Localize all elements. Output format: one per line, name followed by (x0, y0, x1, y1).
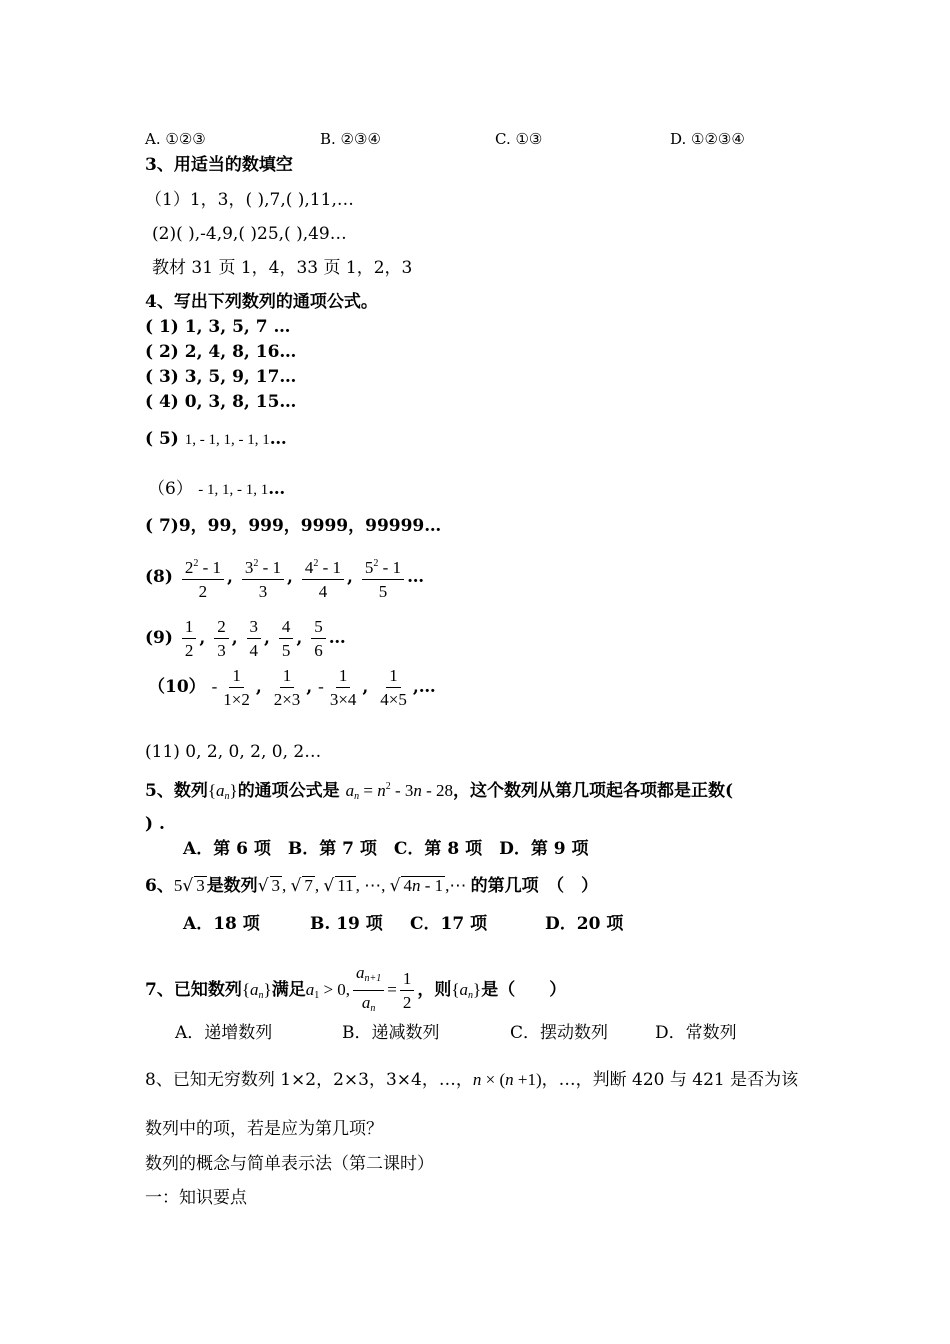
q5-options: A．第 6 项 B．第 7 项 C．第 8 项 D．第 9 项 (183, 839, 589, 859)
q6-prefix: 6、 (145, 876, 174, 896)
option-a: A. ①②③ (145, 130, 206, 148)
q4-item8-label: (8) (145, 567, 173, 587)
q3-line2: (2)( ),-4,9,( )25,( ),49… (152, 224, 347, 244)
q4-item10: （10） - $\frac{1}{1\times 2}$ , $\frac{1}{2\times 3}$ , - $\frac{1}{3\times 4}$ , $\frac{1}{4\times 5}$ ,… (148, 666, 436, 709)
section-subtitle: 一：知识要点 (145, 1188, 247, 1208)
q7-option-a: A．递增数列 (175, 1023, 273, 1043)
fraction: $\frac{5^2 - 1}{5}$ (362, 553, 404, 602)
fraction: $\frac{2^2 - 1}{2}$ (182, 553, 224, 602)
q4-item2: ( 2) 2, 4, 8, 16… (145, 342, 297, 362)
q7-mid: 满足 (271, 980, 306, 1000)
q7-suffix: 是（ ） (481, 980, 567, 1000)
q7-prefix: 7、已知数列 (145, 980, 242, 1000)
q4-item9-tail: … (328, 628, 346, 648)
fraction: $\frac{3}{4}$ (247, 616, 262, 661)
q4-item6-seq: - 1, 1, - 1, 1 (198, 482, 269, 498)
section-title: 数列的概念与简单表示法（第二课时） (145, 1154, 434, 1174)
q5-line2: ) . (145, 814, 165, 834)
q4-item8-tail: … (407, 567, 425, 587)
q7-option-c: C．摆动数列 (510, 1023, 609, 1043)
q3-line3: 教材 31 页 1，4，33 页 1，2，3 (152, 258, 413, 278)
q6-suffix: 的第几项 （ ） (470, 876, 599, 896)
fraction: $\frac{5}{6}$ (311, 616, 326, 661)
option-d: D. ①②③④ (670, 130, 745, 148)
fraction: $\frac{2}{3}$ (214, 616, 229, 661)
q4-item11: (11) 0, 2, 0, 2, 0, 2… (145, 742, 322, 762)
q4-item6-tail: … (268, 479, 286, 499)
q4-item5 (145, 428, 287, 451)
q8-line1: 8、已知无穷数列 1×2，2×3，3×4，…，n × (n +1)，…，判断 420 与 421 是否为该 (145, 1070, 799, 1090)
q4-item3: ( 3) 3, 5, 9, 17… (145, 367, 297, 387)
q3-title: 3、用适当的数填空 (145, 155, 293, 175)
fraction: $\frac{3^2 - 1}{3}$ (242, 553, 284, 602)
q8-prefix: 8、已知无穷数列 1×2，2×3，3×4，…， (145, 1070, 473, 1090)
q6-line: 6、5√ 3 是数列√ 3 , √ 7 , √ 11 , ⋯, √ 4n - 1 ,⋯ 的第几项 （ ） (145, 876, 599, 896)
q4-item6-label: （6） (148, 479, 193, 499)
q3-line1: （1）1，3，( ),7,( ),11,… (145, 190, 354, 210)
q4-item5-label: ( 5) (145, 429, 179, 449)
q5-suffix: ，这个数列从第几项起各项都是正数( (453, 781, 734, 801)
q7-mid2: ，则 (417, 980, 452, 1000)
fraction: $\frac{1}{1\times 2}$ (223, 666, 250, 709)
fraction: $\frac{1}{3\times 4}$ (329, 666, 357, 709)
q4-item8: (8) $\frac{2^2 - 1}{2}$ , $\frac{3^2 - 1}{3}$ , $\frac{4^2 - 1}{4}$ , $\frac{5^2 - 1}{5}$ … (145, 553, 424, 602)
q4-item9: (9) $\frac{1}{2}$ , $\frac{2}{3}$ , $\frac{3}{4}$ , $\frac{4}{5}$ , $\frac{5}{6}$ … (145, 617, 346, 660)
fraction: $\frac{a_{n+1}}{a_n}$ (353, 962, 384, 1019)
q4-item1: ( 1) 1, 3, 5, 7 … (145, 317, 291, 337)
fraction: $\frac{4^2 - 1}{4}$ (302, 553, 344, 602)
fraction: $\frac{1}{2\times 3}$ (273, 666, 301, 709)
q6-option-d: D．20 项 (545, 914, 624, 934)
q7-line: 7、已知数列$\{a_n\}$满足$a_1 > 0$, $\frac{a_{n+1}}{a_n}$ = $\frac{1}{2}$ ，则$\{a_n\}$是（ ） (145, 962, 566, 1019)
q4-item10-tail: … (418, 677, 436, 697)
fraction: $\frac{1}{2}$ (400, 968, 415, 1013)
q4-item6 (148, 478, 285, 501)
q6-option-c: C．17 项 (410, 914, 488, 934)
q4-item9-label: (9) (145, 628, 173, 648)
q7-option-d: D．常数列 (655, 1023, 737, 1043)
q6-mid: 是数列 (206, 876, 258, 896)
q4-item5-seq: 1, - 1, 1, - 1, 1 (184, 432, 270, 448)
q7-option-b: B．递减数列 (342, 1023, 440, 1043)
option-c: C. ①③ (495, 130, 543, 148)
q8-line2: 数列中的项，若是应为第几项？ (145, 1119, 383, 1139)
fraction: $\frac{4}{5}$ (279, 616, 294, 661)
q5-prefix: 5、数列 (145, 781, 208, 801)
q6-option-b: B. 19 项 (310, 914, 383, 934)
q4-item5-tail: … (269, 429, 287, 449)
q4-item4: ( 4) 0, 3, 8, 15… (145, 392, 297, 412)
q6-option-a: A．18 项 (183, 914, 260, 934)
q4-item7: ( 7)9，99，999，9999，99999… (145, 516, 442, 536)
q8-suffix: ，…，判断 420 与 421 是否为该 (541, 1070, 799, 1090)
option-b: B. ②③④ (320, 130, 381, 148)
fraction: $\frac{1}{2}$ (182, 616, 197, 661)
q5-mid: 的通项公式是 (237, 781, 340, 801)
q4-item10-label: （10） (148, 677, 206, 697)
fraction: $\frac{1}{4\times 5}$ (380, 666, 407, 709)
q5-line1: 5、数列$\{a_n\}$的通项公式是 $a_n = n^2 - 3n - 28$，这个数列从第几项起各项都是正数( (145, 781, 734, 802)
q4-title: 4、写出下列数列的通项公式。 (145, 292, 378, 312)
